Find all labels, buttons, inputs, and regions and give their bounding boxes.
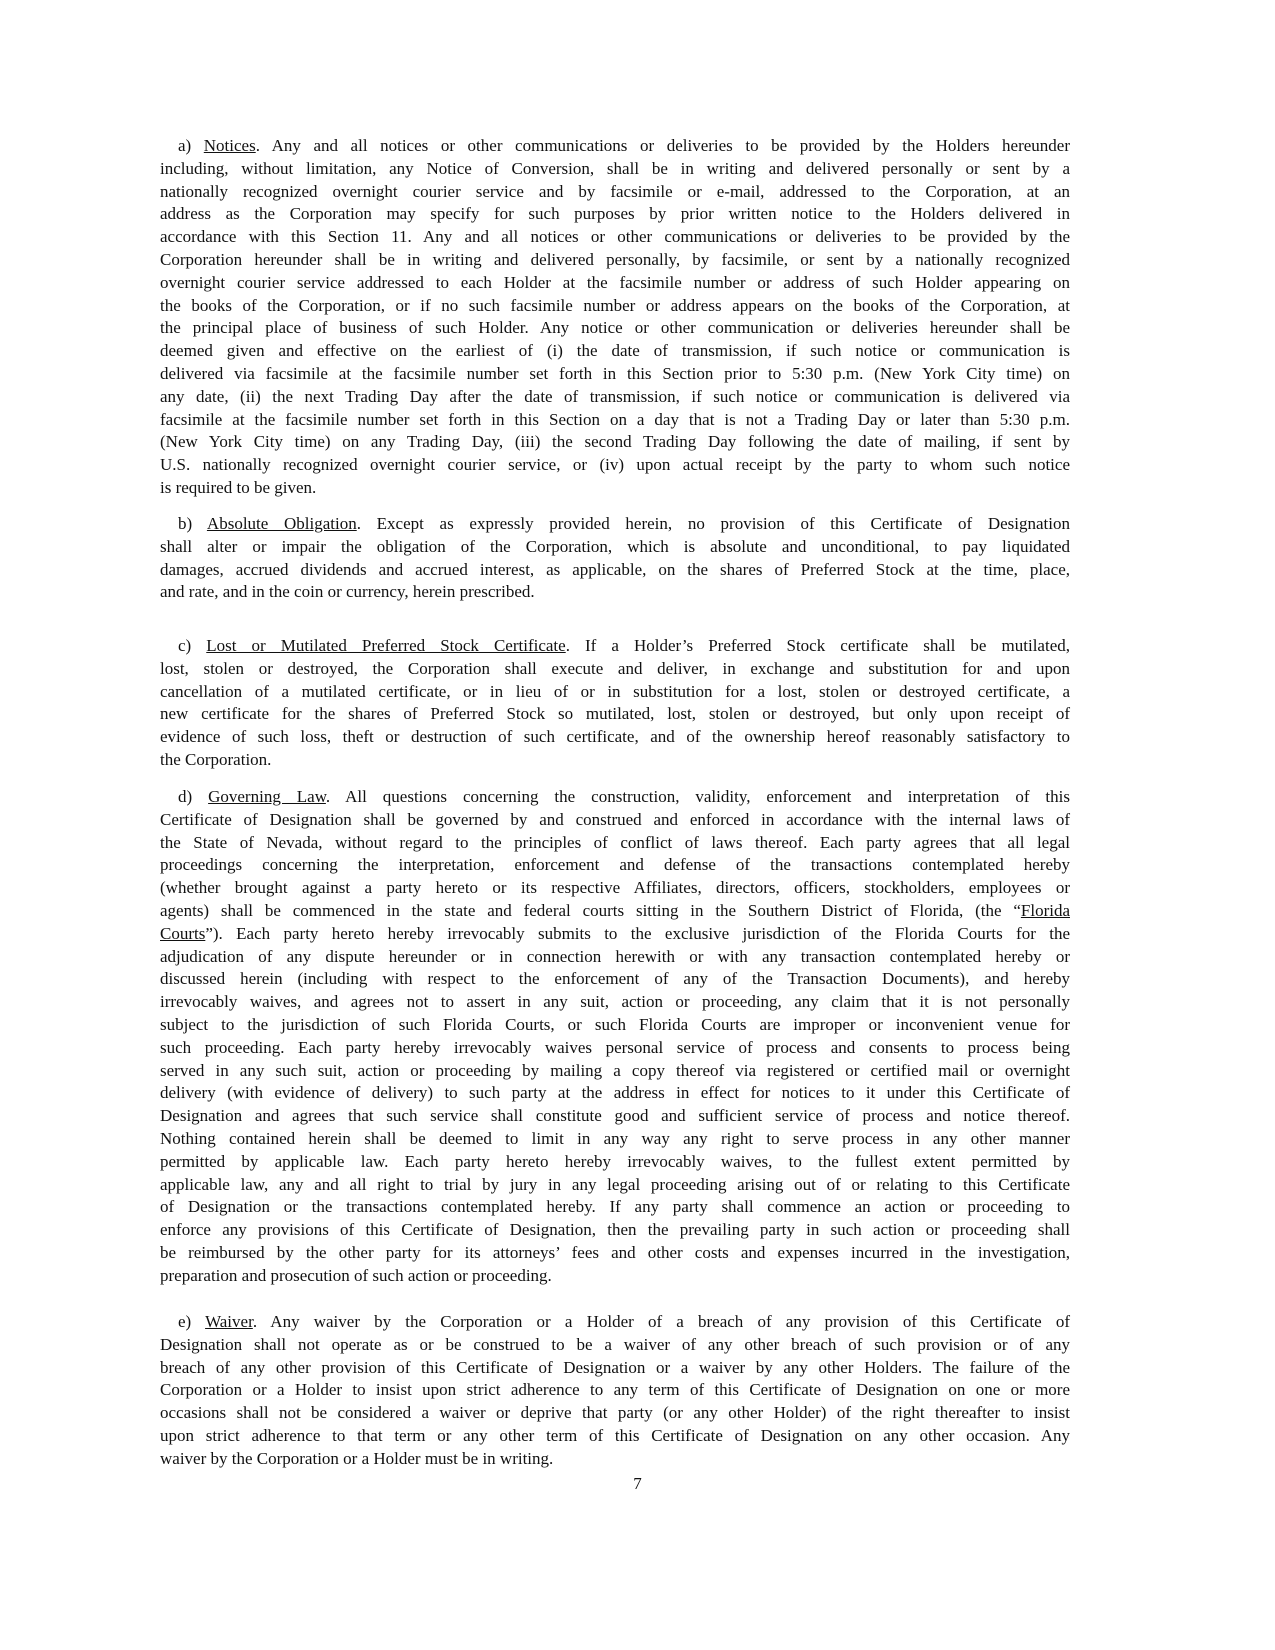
paragraph-notices	[160, 135, 1070, 500]
paragraph-governing-law	[160, 786, 1070, 1288]
text-run: b)	[178, 514, 207, 533]
text-line	[160, 1105, 1070, 1128]
text-run: . Any waiver by the Corporation or a Holder of a breach of any provision of this Certificate of	[252, 1312, 1071, 1331]
text-line	[160, 1014, 1070, 1037]
text-line	[160, 295, 1070, 318]
text-run: applicable law, any and all right to trial by jury in any legal proceeding arising out of or relating to this Certificate	[160, 1174, 1070, 1194]
text-run: delivered via facsimile at the facsimile number set forth in this Section prior to 5:30 p.m. (New York City time) on	[160, 363, 1070, 383]
text-line	[160, 1060, 1070, 1083]
text-run: irrevocably waives, and agrees not to assert in any suit, action or proceeding, any claim that it is not personally	[160, 992, 1070, 1012]
text-line	[160, 409, 1070, 432]
text-line	[160, 559, 1070, 582]
text-run: subject to the jurisdiction of such Florida Courts, or such Florida Courts are improper or inconvenient venue for	[160, 1014, 1070, 1034]
section-heading: Absolute Obligation	[206, 514, 357, 533]
text-run: new certificate for the shares of Preferred Stock so mutilated, lost, stolen or destroyed, but only upon receipt of	[160, 704, 1070, 724]
section-heading: Notices	[203, 136, 256, 155]
text-line	[160, 1425, 1070, 1448]
text-run: the books of the Corporation, or if no such facsimile number or address appears on the books of the Corporation, at	[160, 295, 1070, 315]
section-heading: Courts	[160, 923, 206, 943]
text-run: cancellation of a mutilated certificate, or in lieu of or in substitution for a lost, stolen or destroyed certificate, a	[160, 681, 1070, 701]
text-run: . Any and all notices or other communications or deliveries to be provided by the Holders hereunder	[255, 136, 1070, 155]
text-line	[160, 431, 1070, 454]
text-run: address as the Corporation may specify for such purposes by prior written notice to the Holders delivered in	[160, 204, 1070, 224]
text-line	[160, 1402, 1070, 1425]
text-run: proceedings concerning the interpretation, enforcement and defense of the transactions contemplated hereby	[160, 855, 1070, 875]
text-line	[160, 658, 1070, 681]
text-line	[160, 158, 1070, 181]
text-run: Certificate of Designation shall be governed by and construed and enforced in accordance with the internal laws of	[160, 809, 1070, 829]
text-line	[160, 386, 1070, 409]
text-run: be reimbursed by the other party for its attorneys’ fees and other costs and expenses incurred in the investigation,	[160, 1242, 1070, 1262]
text-line	[160, 513, 1070, 536]
section-heading: Waiver	[205, 1312, 253, 1331]
text-run: facsimile at the facsimile number set forth in this Section on a day that is not a Trading Day or later than 5:30 p.m.	[160, 409, 1070, 429]
text-run: waiver by the Corporation or a Holder must be in writing.	[160, 1448, 554, 1468]
text-run: overnight courier service addressed to each Holder at the facsimile number or address of such Holder appearing on	[160, 272, 1070, 292]
text-line	[160, 1082, 1070, 1105]
text-run: lost, stolen or destroyed, the Corporation shall execute and deliver, in exchange and substitution for and upon	[160, 658, 1070, 678]
text-line	[160, 1219, 1070, 1242]
text-line	[160, 923, 1070, 946]
section-heading: Lost or Mutilated Preferred Stock Certificate	[206, 636, 566, 655]
text-run: the State of Nevada, without regard to the principles of conflict of laws thereof. Each party agrees that all legal	[160, 832, 1070, 852]
text-run: delivery (with evidence of delivery) to such party at the address in effect for notices to it under this Certificate of	[160, 1083, 1070, 1103]
text-line	[160, 749, 1070, 772]
text-line	[160, 1357, 1070, 1380]
text-line	[160, 454, 1070, 477]
text-run: ”). Each party hereto hereby irrevocably submits to the exclusive jurisdiction of the Florida Courts for the	[205, 923, 1070, 943]
text-run: damages, accrued dividends and accrued interest, as applicable, on the shares of Preferred Stock at the time, place,	[160, 559, 1070, 579]
text-run: e)	[178, 1312, 206, 1331]
section-heading: Governing Law	[208, 787, 326, 806]
text-run: of Designation or the transactions contemplated hereby. If any party shall commence an action or proceeding to	[160, 1197, 1070, 1217]
text-run: Corporation hereunder shall be in writing and delivered personally, by facsimile, or sent by a nationally recognized	[160, 249, 1070, 269]
text-line	[160, 635, 1070, 658]
text-run: d)	[178, 787, 209, 806]
text-run: (New York City time) on any Trading Day, (iii) the second Trading Day following the date of mailing, if sent by	[160, 432, 1070, 452]
text-run: the principal place of business of such Holder. Any notice or other communication or deliveries hereunder shall be	[160, 318, 1070, 338]
text-run: occasions shall not be considered a waiver or deprive that party (or any other Holder) of the right thereafter to insist	[160, 1403, 1070, 1423]
text-line	[160, 968, 1070, 991]
text-line	[160, 1334, 1070, 1357]
text-line	[160, 1311, 1070, 1334]
text-line	[160, 991, 1070, 1014]
text-line	[160, 203, 1070, 226]
text-run: a)	[178, 136, 204, 155]
text-line	[160, 581, 1070, 604]
text-line	[160, 1196, 1070, 1219]
text-run: . All questions concerning the construction, validity, enforcement and interpretation of this	[325, 787, 1070, 806]
text-run: Designation and agrees that such service shall constitute good and sufficient service of process and notice thereof.	[160, 1106, 1070, 1126]
text-run: and rate, and in the coin or currency, herein prescribed.	[160, 582, 535, 602]
text-line	[160, 1265, 1070, 1288]
paragraph-lost-certificate	[160, 635, 1070, 772]
section-heading: Florida	[1020, 900, 1070, 920]
text-run: adjudication of any dispute hereunder or in connection herewith or with any transaction contemplated hereby or	[160, 946, 1070, 966]
text-line	[160, 832, 1070, 855]
text-line	[160, 249, 1070, 272]
text-line	[160, 900, 1070, 923]
text-run: agents) shall be commenced in the state and federal courts sitting in the Southern District of Florida, (the “	[160, 900, 1021, 920]
text-run: deemed given and effective on the earliest of (i) the date of transmission, if such notice or communication is	[160, 341, 1070, 361]
text-run: accordance with this Section 11. Any and all notices or other communications or deliveries to be provided by the	[160, 227, 1070, 247]
text-line	[160, 181, 1070, 204]
text-run: . If a Holder’s Preferred Stock certificate shall be mutilated,	[565, 636, 1070, 655]
text-line	[160, 681, 1070, 704]
text-line	[160, 854, 1070, 877]
text-line	[160, 340, 1070, 363]
text-run: including, without limitation, any Notice of Conversion, shall be in writing and delivered personally or sent by a	[160, 158, 1070, 178]
text-run: nationally recognized overnight courier service and by facsimile or e-mail, addressed to the Corporation, at an	[160, 181, 1070, 201]
text-run: enforce any provisions of this Certificate of Designation, then the prevailing party in such action or proceeding shall	[160, 1220, 1070, 1240]
text-run: the Corporation.	[160, 749, 272, 769]
text-run: is required to be given.	[160, 477, 317, 497]
text-run: evidence of such loss, theft or destruction of such certificate, and of the ownership hereof reasonably satisfactory to	[160, 727, 1070, 747]
text-line	[160, 1448, 1070, 1471]
text-line	[160, 1379, 1070, 1402]
text-run: such proceeding. Each party hereby irrevocably waives personal service of process and consents to process being	[160, 1037, 1070, 1057]
text-run: discussed herein (including with respect to the enforcement of any of the Transaction Documents), and hereby	[160, 969, 1070, 989]
text-line	[160, 809, 1070, 832]
text-line	[160, 1242, 1070, 1265]
paragraph-absolute-obligation	[160, 513, 1070, 604]
text-line	[160, 135, 1070, 158]
text-run: shall alter or impair the obligation of the Corporation, which is absolute and unconditional, to pay liquidated	[160, 536, 1070, 556]
text-line	[160, 786, 1070, 809]
text-line	[160, 946, 1070, 969]
text-run: (whether brought against a party hereto or its respective Affiliates, directors, officers, stockholders, employees or	[160, 878, 1070, 898]
text-line	[160, 477, 1070, 500]
text-line	[160, 226, 1070, 249]
text-line	[160, 363, 1070, 386]
text-run: Corporation or a Holder to insist upon strict adherence to any term of this Certificate of Designation on one or more	[160, 1380, 1070, 1400]
page-number: 7	[633, 1474, 642, 1493]
text-run: permitted by applicable law. Each party hereto hereby irrevocably waives, to the fullest extent permitted by	[160, 1151, 1070, 1171]
text-run: U.S. nationally recognized overnight courier service, or (iv) upon actual receipt by the party to whom such notice	[160, 455, 1070, 475]
paragraph-waiver	[160, 1311, 1070, 1471]
text-line	[160, 1174, 1070, 1197]
text-run: Nothing contained herein shall be deemed to limit in any way any right to serve process in any other manner	[160, 1128, 1070, 1148]
text-line	[160, 877, 1070, 900]
text-run: upon strict adherence to that term or any other term of this Certificate of Designation on any other occasion. Any	[160, 1425, 1070, 1445]
text-run: breach of any other provision of this Certificate of Designation or a waiver by any other Holders. The failure of the	[160, 1357, 1070, 1377]
text-line	[160, 1151, 1070, 1174]
text-line	[160, 272, 1070, 295]
text-run: . Except as expressly provided herein, no provision of this Certificate of Designation	[356, 514, 1070, 533]
text-line	[160, 1128, 1070, 1151]
text-run: served in any such suit, action or proceeding by mailing a copy thereof via registered or certified mail or overnight	[160, 1060, 1070, 1080]
text-line	[160, 726, 1070, 749]
text-line	[160, 317, 1070, 340]
text-line	[160, 703, 1070, 726]
text-run: Designation shall not operate as or be construed to be a waiver of any other breach of such provision or of any	[160, 1334, 1070, 1354]
text-run: preparation and prosecution of such action or proceeding.	[160, 1265, 552, 1285]
text-line	[160, 536, 1070, 559]
text-run: c)	[178, 636, 207, 655]
text-run: any date, (ii) the next Trading Day after the date of transmission, if such notice or communication is delivered via	[160, 386, 1070, 406]
text-line	[160, 1037, 1070, 1060]
